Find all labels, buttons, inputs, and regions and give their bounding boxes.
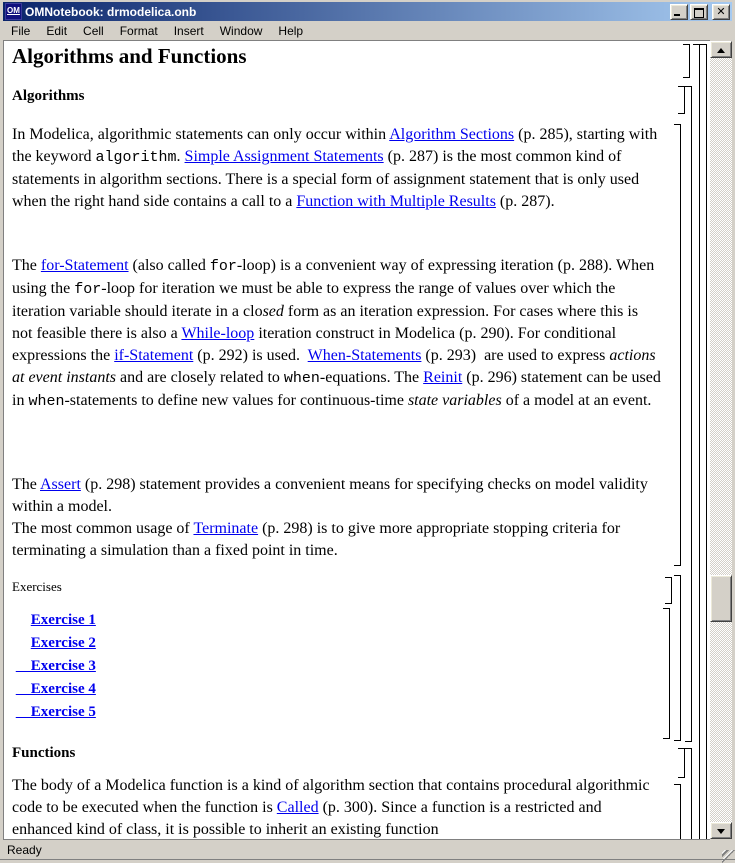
link-simple-assignment-statements[interactable]: Simple Assignment Statements: [184, 148, 384, 165]
text-run: The: [12, 257, 41, 274]
link-called[interactable]: Called: [276, 799, 319, 816]
cell-bracket-algorithms-group[interactable]: [683, 86, 692, 742]
text-run: (p. 300). Since a function is a restricted and enhanced kind of class, it is possible to inherit an existing function: [12, 799, 602, 838]
document-title-cell[interactable]: Algorithms and Functions: [12, 44, 247, 68]
text-run: (p. 285), starting with the keyword: [12, 126, 658, 165]
link-assert[interactable]: Assert: [40, 476, 81, 493]
code-text: algorithm: [95, 149, 177, 166]
menu-cell[interactable]: Cell: [83, 24, 104, 38]
scroll-down-button[interactable]: [710, 822, 732, 839]
algorithms-paragraph-3[interactable]: [12, 474, 662, 562]
close-button[interactable]: [712, 4, 730, 20]
code-text: for: [209, 258, 237, 275]
close-icon: ✕: [716, 4, 726, 18]
exercise-link-row: [12, 609, 412, 632]
text-run: In Modelica, algorithmic statements can only occur within: [12, 126, 390, 143]
text-run: (p. 296) statement can be used in: [12, 369, 661, 409]
minimize-icon: [674, 14, 680, 16]
menu-help[interactable]: Help: [278, 24, 304, 38]
link-when-statements[interactable]: When-Statements: [307, 347, 422, 364]
code-text: for: [74, 281, 102, 298]
maximize-button[interactable]: [690, 4, 708, 20]
text-run: The body of a Modelica function is a kind of algorithm section that contains procedural algorithmic code to be executed when the function is: [12, 777, 650, 816]
link-for-statement[interactable]: for-Statement: [40, 257, 129, 274]
code-text: when: [283, 370, 320, 387]
text-run: [12, 635, 31, 651]
text-run: The most common usage of: [12, 520, 194, 537]
link-algorithm-sections[interactable]: Algorithm Sections: [389, 126, 515, 143]
exercise-link-row: [12, 678, 412, 701]
menu-format[interactable]: Format: [119, 24, 158, 38]
cell-bracket-algorithms-heading[interactable]: [676, 86, 685, 114]
link-if-statement[interactable]: if-Statement: [114, 347, 194, 364]
text-run: form as an iteration expression. For cases where this is not feasible there is also a: [12, 303, 639, 342]
cell-bracket-exercises-label[interactable]: [663, 577, 672, 604]
text-run: [12, 612, 31, 628]
scroll-up-button[interactable]: [710, 41, 732, 58]
algorithms-paragraph-2[interactable]: [12, 255, 662, 413]
functions-paragraph-1[interactable]: [12, 775, 662, 840]
exercise-link-row: [12, 655, 412, 678]
cell-bracket-exercises-links[interactable]: [661, 608, 670, 739]
italic-text: actions at event instants: [12, 347, 656, 386]
text-run: .: [176, 148, 185, 165]
title-bar[interactable]: [3, 2, 732, 21]
app-icon: OM: [5, 3, 22, 20]
text-run: of a model at an event.: [501, 392, 652, 409]
cell-bracket-functions-heading[interactable]: [676, 748, 685, 778]
link-exercise-5[interactable]: Exercise 5: [15, 704, 96, 720]
menu-bar: [3, 22, 732, 40]
link-function-with-multiple-results[interactable]: Function with Multiple Results: [296, 193, 496, 210]
scrollbar-thumb[interactable]: [710, 575, 732, 622]
code-text: when: [28, 393, 65, 410]
scroll-up-arrow-icon: [717, 48, 725, 53]
link-exercise-2[interactable]: Exercise 2: [30, 635, 96, 651]
text-run: iteration construct in Modelica (p. 290). For conditional expressions the: [12, 325, 617, 364]
text-run: (p. 298) statement provides a convenient means for specifying checks on model validity within a model.: [12, 476, 648, 515]
exercises-links-cell[interactable]: [12, 609, 412, 724]
link-while-loop[interactable]: While-loop: [181, 325, 255, 342]
text-run: (p. 293) are used to express: [421, 347, 610, 364]
maximize-icon: [694, 8, 704, 18]
scroll-down-arrow-icon: [717, 829, 725, 834]
text-run: The: [12, 476, 40, 493]
link-exercise-4[interactable]: Exercise 4: [15, 681, 96, 697]
menu-insert[interactable]: Insert: [173, 24, 204, 38]
menu-window[interactable]: Window: [219, 24, 263, 38]
link-reinit[interactable]: Reinit: [423, 369, 463, 386]
italic-text: sed: [262, 303, 284, 320]
algorithms-paragraph-1[interactable]: [12, 124, 662, 213]
exercises-label-cell[interactable]: Exercises: [12, 579, 62, 594]
resize-grip[interactable]: [722, 850, 735, 863]
text-run: and are closely related to: [115, 369, 284, 386]
text-run: (p. 298) is to give more appropriate stopping criteria for terminating a simulation than a fixed point in time.: [12, 520, 621, 559]
cell-bracket-title[interactable]: [681, 44, 690, 78]
exercise-link-row: [12, 701, 412, 724]
text-run: (also called: [128, 257, 210, 274]
minimize-button[interactable]: [670, 4, 688, 20]
exercise-link-row: [12, 632, 412, 655]
link-exercise-3[interactable]: Exercise 3: [15, 658, 96, 674]
text-run: (p. 292) is used.: [193, 347, 308, 364]
vertical-scrollbar[interactable]: [710, 41, 732, 839]
menu-edit[interactable]: Edit: [46, 24, 68, 38]
window-title: OMNotebook: drmodelica.onb: [25, 4, 197, 19]
link-terminate[interactable]: Terminate: [193, 520, 259, 537]
section-heading-functions[interactable]: Functions: [12, 745, 76, 761]
cell-bracket-algorithms-text[interactable]: [672, 124, 681, 566]
window-bottom-edge: [0, 859, 735, 860]
text-run: -statements to define new values for continuous-time: [64, 392, 408, 409]
link-exercise-1[interactable]: Exercise 1: [30, 612, 96, 628]
menu-file[interactable]: File: [11, 24, 31, 38]
text-run: -loop for iteration we must be able to express the range of values over which the iteration variable should iterate in a clo: [12, 280, 616, 320]
text-run: (p. 287) is the most common kind of statements in algorithm sections. There is a special form of assignment statement that is only used when the right hand side contains a call to a: [12, 148, 640, 210]
text-run: -equations. The: [319, 369, 424, 386]
notebook-canvas[interactable]: [3, 40, 710, 840]
cell-bracket-exercises-group[interactable]: [672, 575, 681, 741]
section-heading-algorithms[interactable]: Algorithms: [12, 88, 85, 104]
window-controls: [670, 4, 730, 20]
status-bar: [3, 841, 732, 858]
text-run: -loop) is a convenient way of expressing iteration (p. 288). When using the: [12, 257, 655, 297]
status-text: Ready: [7, 842, 42, 857]
cell-bracket-chapter-group[interactable]: [691, 44, 700, 839]
cell-bracket-functions-text[interactable]: [672, 784, 681, 839]
italic-text: state variables: [407, 392, 502, 409]
text-run: (p. 287).: [495, 193, 555, 210]
